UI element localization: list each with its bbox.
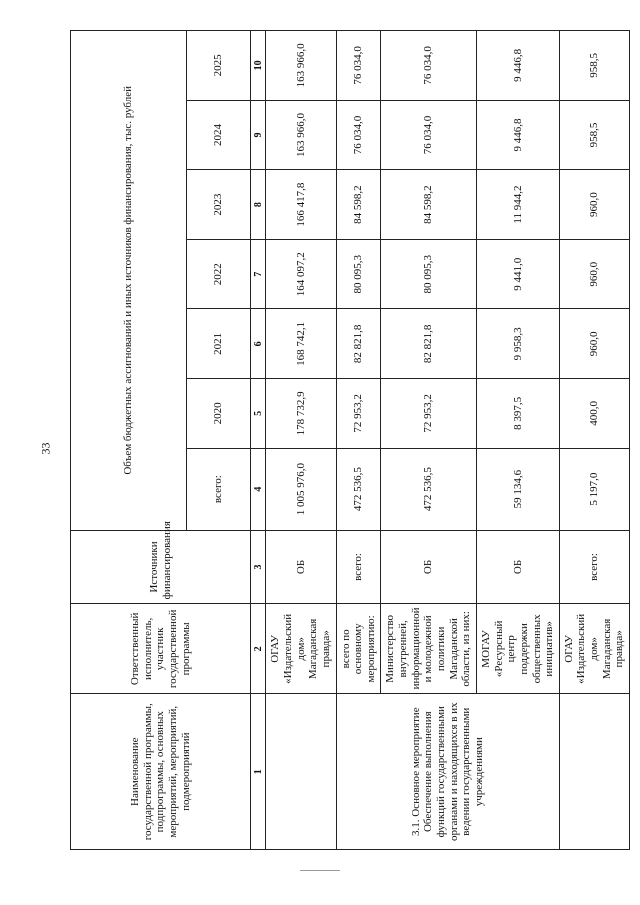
executor-cell: ОГАУ «Издательский дом» Магаданская правда»: [559, 604, 629, 694]
value-cell: 9 958,3: [476, 309, 559, 379]
value-cell: 9 446,8: [476, 100, 559, 170]
value-cell: 11 944,2: [476, 170, 559, 240]
executor-cell: Министерство внутренней, информационной и молодежной политики Магаданской области, из них:: [381, 604, 476, 694]
header-funding-source: Источники финансирования: [71, 530, 251, 604]
value-cell: 84 598,2: [381, 170, 476, 240]
executor-cell: ОГАУ «Издательский дом» Магаданская правда»: [266, 604, 336, 694]
value-cell: 8 397,5: [476, 379, 559, 449]
page-number: 33: [38, 442, 53, 455]
empty-cell: [266, 694, 336, 850]
value-cell: 76 034,0: [336, 100, 381, 170]
executor-cell: МОГАУ «Ресурсный центр поддержки общественных инициатив»: [476, 604, 559, 694]
header-executor: Ответственный исполнитель, участник государственной программы: [71, 604, 251, 694]
column-number: 2: [251, 604, 266, 694]
value-cell: 163 966,0: [266, 31, 336, 101]
value-cell: 168 742,1: [266, 309, 336, 379]
funding-table: [70, 30, 630, 850]
value-cell: 166 417,8: [266, 170, 336, 240]
header-year: 2025: [186, 31, 251, 101]
value-cell: 164 097,2: [266, 239, 336, 309]
source-cell: ОБ: [381, 530, 476, 604]
header-year: 2022: [186, 239, 251, 309]
value-cell: 178 732,9: [266, 379, 336, 449]
value-cell: 59 134,6: [476, 448, 559, 530]
value-cell: 72 953,2: [336, 379, 381, 449]
header-row-1: [71, 31, 187, 850]
value-cell: 82 821,8: [336, 309, 381, 379]
column-number: 9: [251, 100, 266, 170]
value-cell: 5 197,0: [559, 448, 629, 530]
value-cell: 76 034,0: [381, 100, 476, 170]
header-year: 2021: [186, 309, 251, 379]
rotated-table-frame: [70, 30, 630, 850]
value-cell: 72 953,2: [381, 379, 476, 449]
value-cell: 9 441,0: [476, 239, 559, 309]
value-cell: 163 966,0: [266, 100, 336, 170]
main-event-cell: 3.1. Основное мероприятие Обеспечение выполнения функций государственными органами и находящихся в их ведении государственными учреждениями: [336, 694, 559, 850]
header-year: 2023: [186, 170, 251, 240]
value-cell: 80 095,3: [336, 239, 381, 309]
column-number: 5: [251, 379, 266, 449]
header-program-name: Наименование государственной программы, подпрограммы, основных мероприятий, мероприятий, подмероприятий: [71, 694, 251, 850]
header-funding-volume: Объем бюджетных ассигнований и иных источников финансирования, тыс. рублей: [71, 31, 187, 531]
document-sheet: [70, 30, 630, 850]
value-cell: 9 446,8: [476, 31, 559, 101]
header-total: всего:: [186, 448, 251, 530]
table-row: [336, 31, 381, 850]
value-cell: 400,0: [559, 379, 629, 449]
source-cell: ОБ: [476, 530, 559, 604]
table-row: [559, 31, 629, 850]
header-year: 2024: [186, 100, 251, 170]
column-number: 7: [251, 239, 266, 309]
column-number: 10: [251, 31, 266, 101]
value-cell: 958,5: [559, 100, 629, 170]
column-number: 6: [251, 309, 266, 379]
value-cell: 80 095,3: [381, 239, 476, 309]
source-cell: ОБ: [266, 530, 336, 604]
value-cell: 958,5: [559, 31, 629, 101]
executor-cell: всего по основному мероприятию:: [336, 604, 381, 694]
value-cell: 76 034,0: [336, 31, 381, 101]
value-cell: 82 821,8: [381, 309, 476, 379]
value-cell: 1 005 976,0: [266, 448, 336, 530]
value-cell: 84 598,2: [336, 170, 381, 240]
source-cell: всего:: [336, 530, 381, 604]
value-cell: 960,0: [559, 309, 629, 379]
column-number: 8: [251, 170, 266, 240]
table-row: [266, 31, 336, 850]
column-number: 3: [251, 530, 266, 604]
value-cell: 960,0: [559, 170, 629, 240]
value-cell: 472 536,5: [336, 448, 381, 530]
value-cell: 960,0: [559, 239, 629, 309]
column-number: 4: [251, 448, 266, 530]
footer-mark: [300, 870, 340, 871]
value-cell: 76 034,0: [381, 31, 476, 101]
header-year: 2020: [186, 379, 251, 449]
empty-cell: [559, 694, 629, 850]
source-cell: всего:: [559, 530, 629, 604]
column-number: 1: [251, 694, 266, 850]
value-cell: 472 536,5: [381, 448, 476, 530]
column-number-row: [251, 31, 266, 850]
